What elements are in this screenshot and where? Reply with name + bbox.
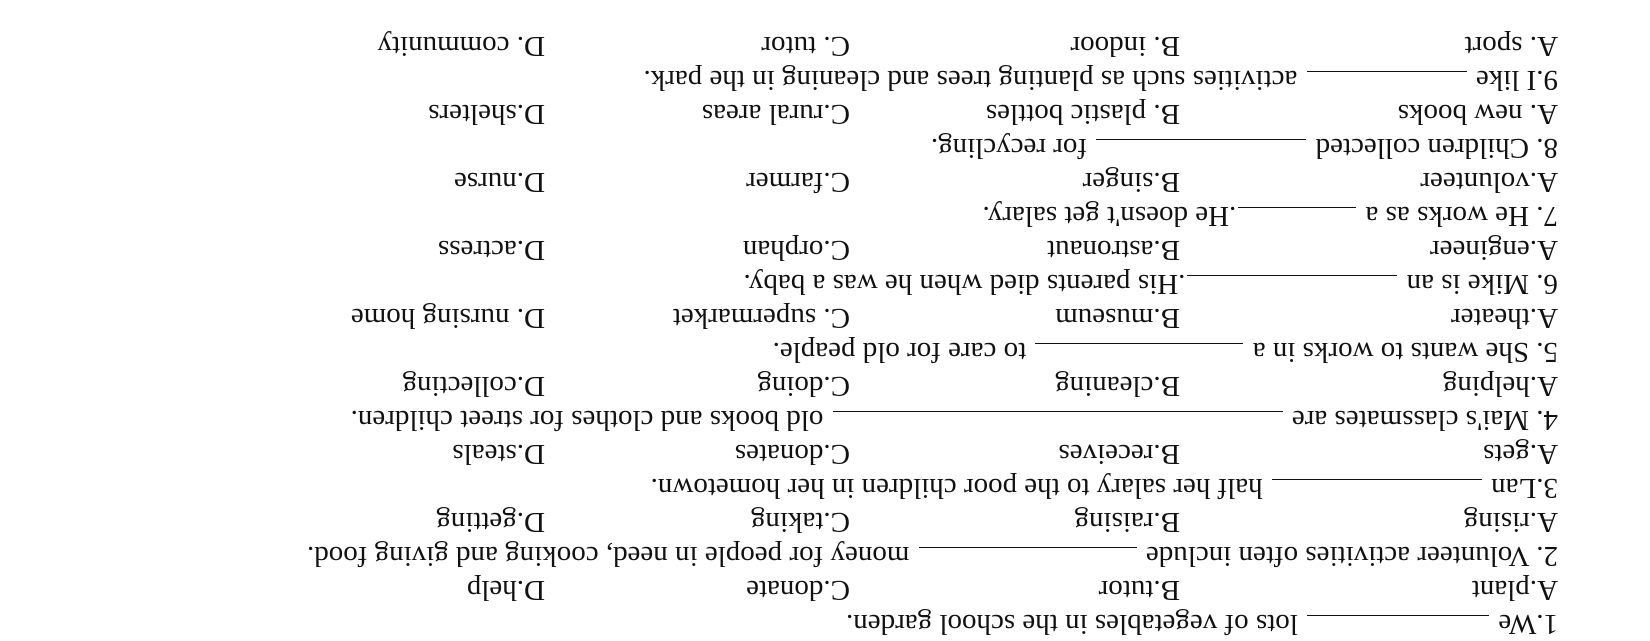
option-c[interactable]: C.donates bbox=[734, 438, 850, 470]
option-a[interactable]: A.theater bbox=[1450, 302, 1558, 334]
question-text-after: for recycling. bbox=[930, 132, 1088, 164]
question-9 bbox=[643, 63, 1558, 97]
question-text-before: Volunteer activities often include bbox=[1145, 540, 1530, 572]
option-a[interactable]: A.volunteer bbox=[1420, 166, 1558, 198]
question-text-before: She wants to works in a bbox=[1252, 336, 1529, 368]
option-c[interactable]: C.taking bbox=[750, 506, 850, 538]
option-c[interactable]: C. tutor bbox=[761, 30, 850, 62]
answer-blank[interactable] bbox=[1035, 343, 1243, 368]
option-c[interactable]: C.orphan bbox=[742, 234, 850, 266]
question-text-after: half her salary to the poor children in her hometown. bbox=[650, 472, 1263, 504]
question-4 bbox=[351, 403, 1558, 437]
question-text-after: .His parents died when he was a baby. bbox=[743, 268, 1186, 300]
option-a[interactable]: A.gets bbox=[1483, 438, 1558, 470]
option-c[interactable]: C.doing bbox=[757, 370, 850, 402]
question-6 bbox=[743, 267, 1558, 301]
option-d[interactable]: D.nurse bbox=[453, 166, 545, 198]
answer-blank[interactable] bbox=[919, 547, 1137, 572]
option-a[interactable]: A. new books bbox=[1397, 98, 1558, 130]
question-text-after: .He doesn't get salary. bbox=[982, 200, 1237, 232]
answer-blank[interactable] bbox=[1187, 275, 1397, 300]
question-number: 4. bbox=[1536, 404, 1558, 436]
option-c[interactable]: C. supermarket bbox=[672, 302, 850, 334]
answer-blank[interactable] bbox=[1238, 207, 1356, 232]
option-a[interactable]: A.engineer bbox=[1429, 234, 1558, 266]
answer-blank[interactable] bbox=[1307, 615, 1489, 640]
question-text-after: money for people in need, cooking and giving food. bbox=[306, 540, 910, 572]
option-c[interactable]: C.rural areas bbox=[701, 98, 850, 130]
option-d[interactable]: D. nursing home bbox=[350, 302, 545, 334]
question-text-before: I like bbox=[1475, 64, 1537, 96]
option-a[interactable]: A. sport bbox=[1464, 30, 1558, 62]
option-b[interactable]: B. indoor bbox=[1070, 30, 1180, 62]
option-b[interactable]: B.raising bbox=[1074, 506, 1180, 538]
answer-blank[interactable] bbox=[833, 411, 1283, 436]
question-number: 1. bbox=[1536, 608, 1558, 640]
question-number: 5. bbox=[1536, 336, 1558, 368]
question-text-before: He works as a bbox=[1365, 200, 1529, 232]
option-a[interactable]: A.helping bbox=[1442, 370, 1558, 402]
question-text-before: Mai's classmates are bbox=[1291, 404, 1529, 436]
option-b[interactable]: B.singer bbox=[1082, 166, 1180, 198]
question-2 bbox=[307, 539, 1558, 573]
question-text-before: We bbox=[1498, 608, 1537, 640]
option-c[interactable]: C.donate bbox=[746, 574, 850, 606]
question-text-before: Lan bbox=[1491, 472, 1537, 504]
answer-blank[interactable] bbox=[1096, 139, 1306, 164]
option-d[interactable]: D.actress bbox=[437, 234, 545, 266]
option-b[interactable]: B.tutor bbox=[1098, 574, 1180, 606]
option-c[interactable]: C.farmer bbox=[746, 166, 850, 198]
option-a[interactable]: A.rising bbox=[1463, 506, 1558, 538]
question-8 bbox=[931, 131, 1558, 165]
question-text-before: Mike is an bbox=[1406, 268, 1529, 300]
option-b[interactable]: B.astronaut bbox=[1047, 234, 1180, 266]
option-d[interactable]: D.steals bbox=[452, 438, 545, 470]
question-number: 2. bbox=[1536, 540, 1558, 572]
option-b[interactable]: B.museum bbox=[1055, 302, 1180, 334]
option-d[interactable]: D.getting bbox=[436, 506, 545, 538]
question-number: 3. bbox=[1536, 472, 1558, 504]
question-number: 6. bbox=[1536, 268, 1558, 300]
question-number: 9. bbox=[1536, 64, 1558, 96]
option-d[interactable]: D.help bbox=[466, 574, 545, 606]
question-text-after: lots of vegetables in the school garden. bbox=[846, 608, 1298, 640]
question-5 bbox=[773, 335, 1558, 369]
question-number: 7. bbox=[1536, 200, 1558, 232]
option-a[interactable]: A.plant bbox=[1471, 574, 1558, 606]
question-text-before: Children collected bbox=[1315, 132, 1529, 164]
question-text-after: to care for old peaple. bbox=[772, 336, 1027, 368]
option-b[interactable]: B.cleaning bbox=[1055, 370, 1180, 402]
question-1 bbox=[846, 607, 1558, 641]
option-d[interactable]: D.shelters bbox=[428, 98, 545, 130]
option-d[interactable]: D.collecting bbox=[402, 370, 545, 402]
question-text-after: old books and clothes for street children. bbox=[350, 404, 824, 436]
answer-blank[interactable] bbox=[1307, 71, 1467, 96]
question-7 bbox=[982, 199, 1558, 233]
option-b[interactable]: B.receives bbox=[1058, 438, 1180, 470]
option-d[interactable]: D. community bbox=[377, 30, 545, 62]
answer-blank[interactable] bbox=[1272, 479, 1482, 504]
option-b[interactable]: B. plastic bottles bbox=[985, 98, 1180, 130]
question-number: 8. bbox=[1536, 132, 1558, 164]
question-3 bbox=[651, 471, 1558, 505]
question-text-after: activities such as planting trees and cleaning in the park. bbox=[643, 64, 1298, 96]
